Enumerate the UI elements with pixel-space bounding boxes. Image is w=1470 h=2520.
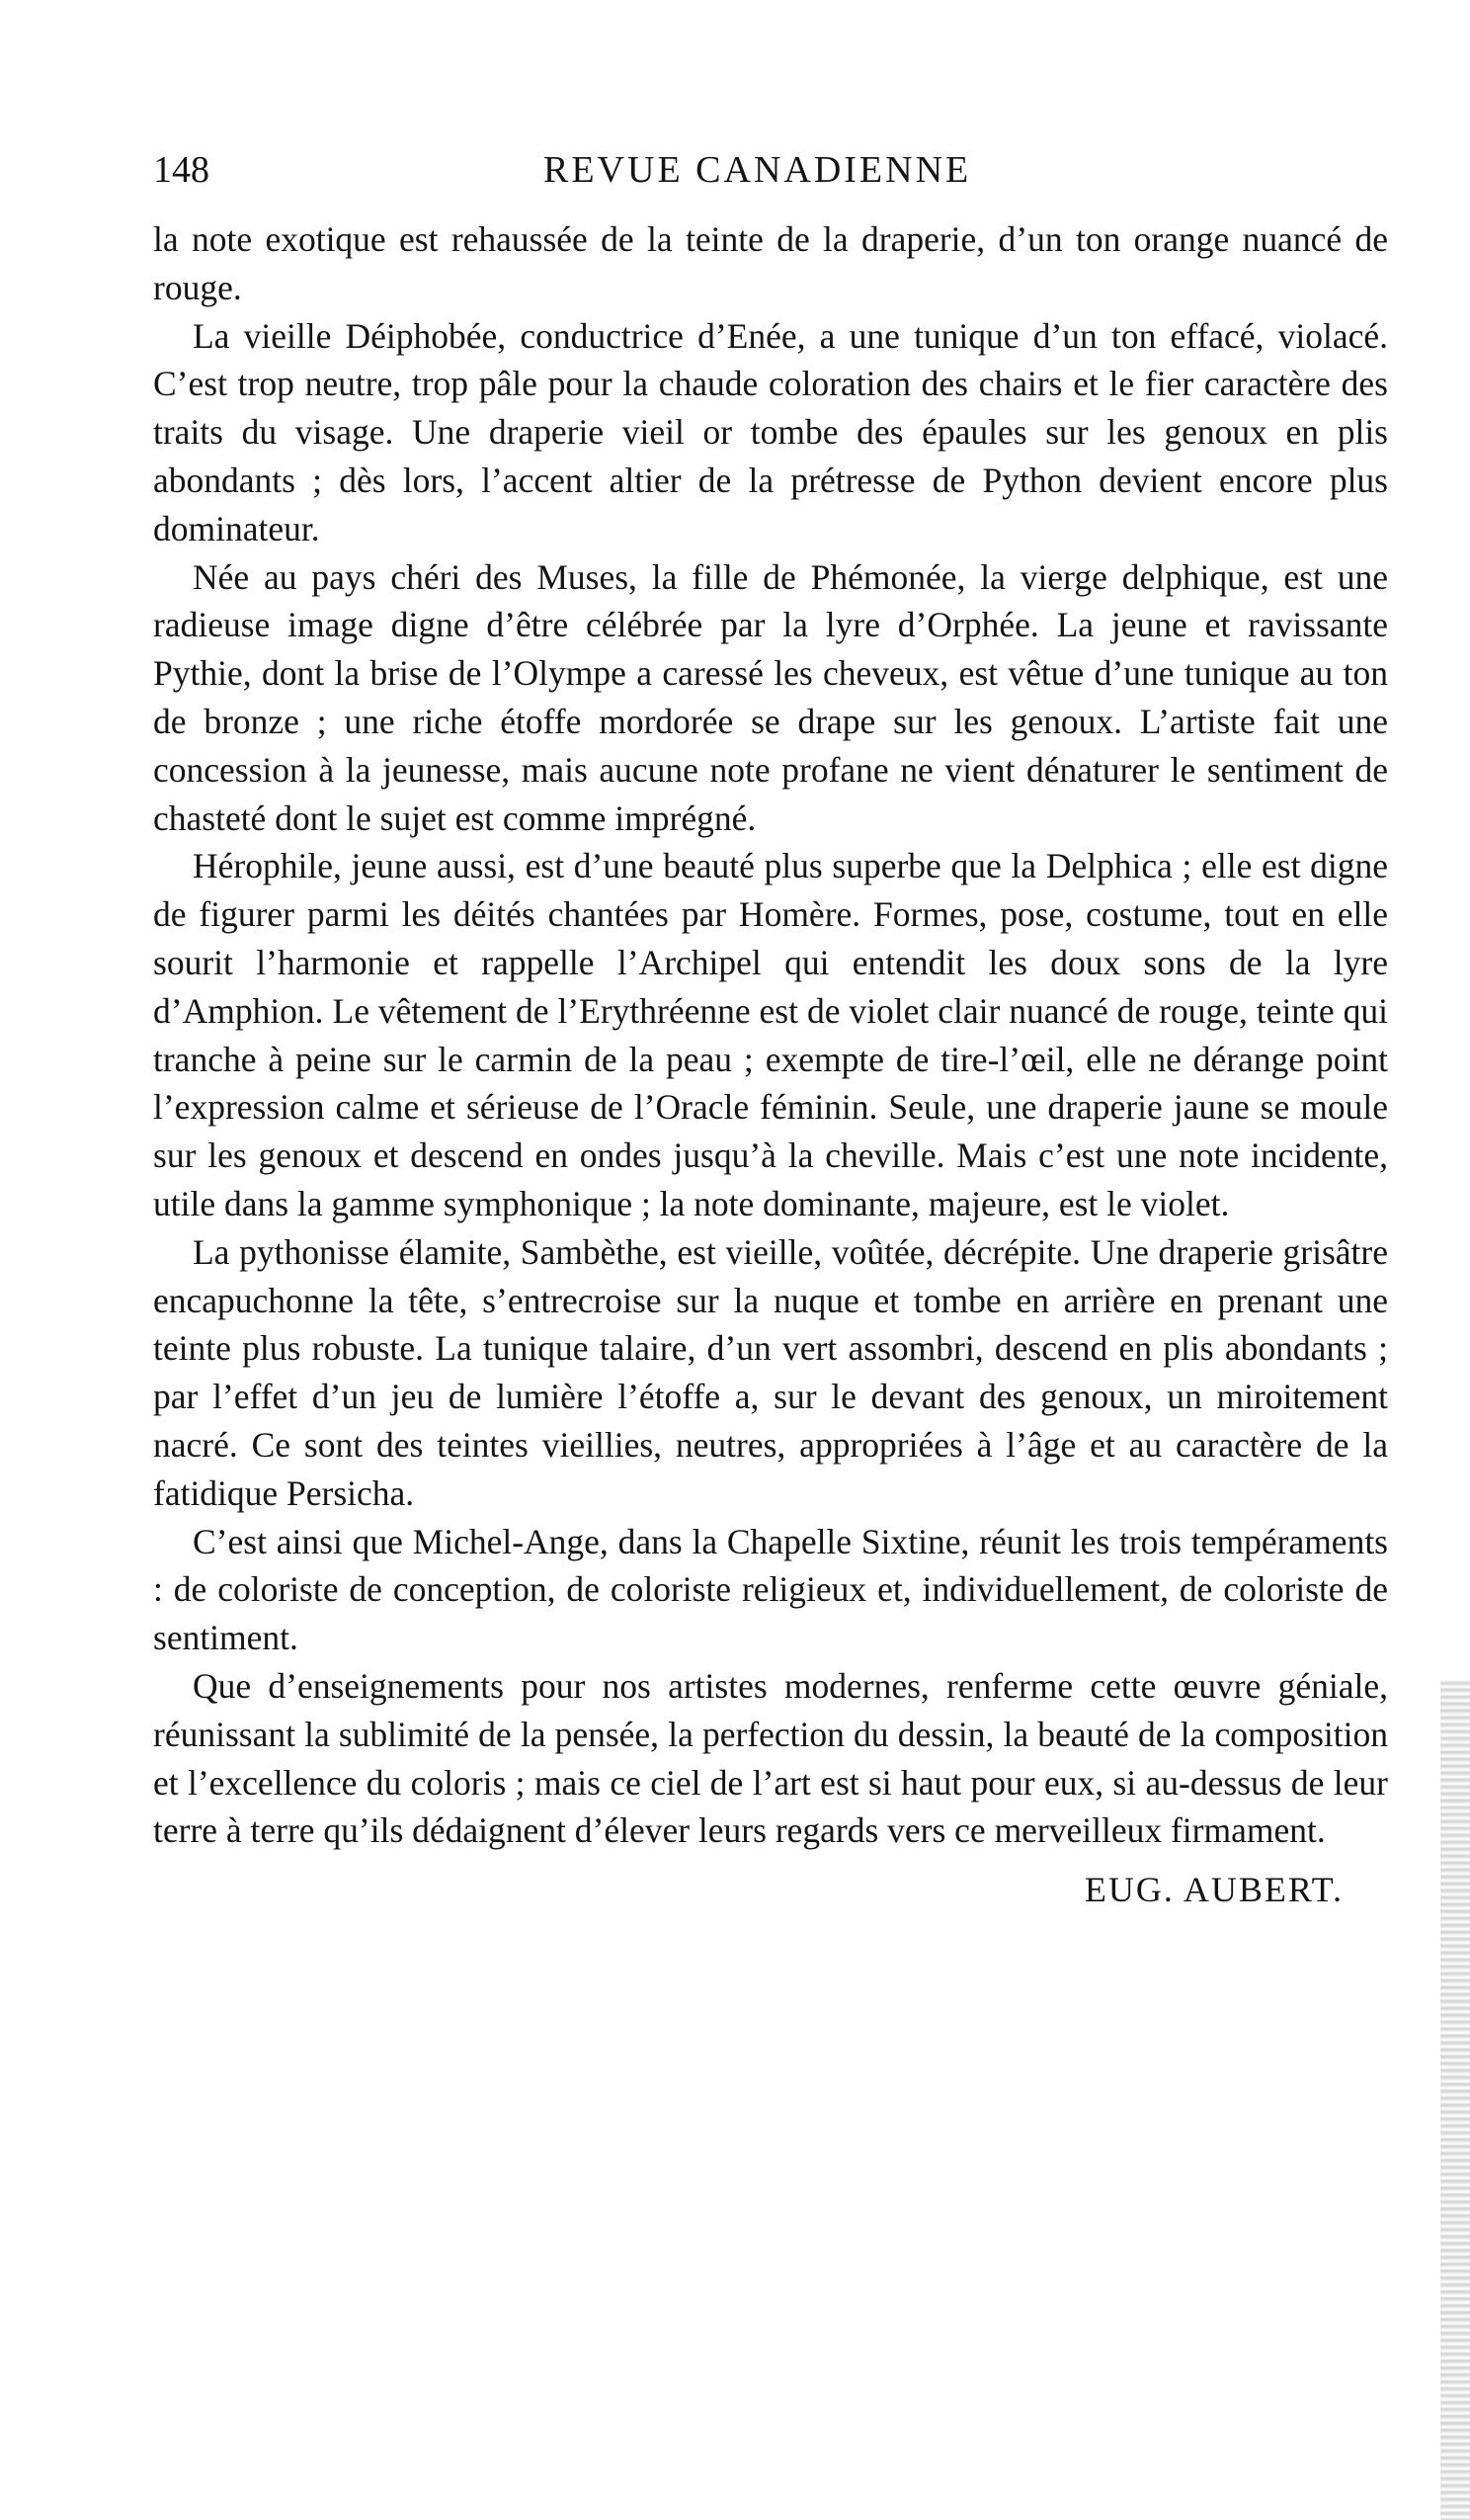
paragraph: La pythonisse élamite, Sambèthe, est vieille, voûtée, décrépite. Une draperie grisâtre encapuchonne la tête, s’entrecroise sur la nuque et tombe en arrière en prenant une teinte plus robuste. La tunique talaire, d’un vert assombri, descend en plis abondants ; par l’effet d’un jeu de lumière l’étoffe a, sur le devant des genoux, un miroitement nacré. Ce sont des teintes vieillies, neutres, appropriées à l’âge et au caractère de la fatidique Persicha. xyxy=(153,1231,1388,1513)
scan-edge-noise xyxy=(1440,1680,1470,2520)
paragraph-continued: la note exotique est rehaussée de la teinte de la draperie, d’un ton orange nuancé de rouge. xyxy=(153,219,1388,307)
paragraph: Née au pays chéri des Muses, la fille de Phémonée, la vierge delphique, est une radieuse image digne d’être célébrée par la lyre d’Orphée. La jeune et ravissante Pythie, dont la brise de l’Olympe a caressé les cheveux, est vêtue d’une tunique au ton de bronze ; une riche étoffe mordorée se drape sur les genoux. L’artiste fait une concession à la jeunesse, mais aucune note profane ne vient dénaturer le sentiment de chasteté dont le sujet est comme imprégné. xyxy=(153,556,1388,838)
paragraph: La vieille Déiphobée, conductrice d’Enée, a une tunique d’un ton effacé, violacé. C’est trop neutre, trop pâle pour la chaude coloration des chairs et le fier caractère des traits du visage. Une draperie vieil or tombe des épaules sur les genoux en plis abondants ; dès lors, l’accent altier de la prétresse de Python devient encore plus dominateur. xyxy=(153,315,1388,548)
page xyxy=(153,148,1388,1910)
page-header xyxy=(153,148,1388,208)
author-signature: EUG. AUBERT. xyxy=(1084,1870,1344,1910)
paragraph: Hérophile, jeune aussi, est d’une beauté plus superbe que la Delphica ; elle est digne de figurer parmi les déités chantées par Homère. Formes, pose, costume, tout en elle sourit l’harmonie et rappelle l’Archipel qui entendit les doux sons de la lyre d’Amphion. Le vêtement de l’Erythréenne est de violet clair nuancé de rouge, teinte qui tranche à peine sur le carmin de la peau ; exempte de tire-l’œil, elle ne dérange point l’expression calme et sérieuse de l’Oracle féminin. Seule, une draperie jaune se moule sur les genoux et descend en ondes jusqu’à la cheville. Mais c’est une note incidente, utile dans la gamme symphonique ; la note dominante, majeure, est le violet. xyxy=(153,846,1388,1223)
page-number: 148 xyxy=(153,149,209,191)
article-body xyxy=(153,215,1388,1855)
running-title: REVUE CANADIENNE xyxy=(543,149,972,191)
paragraph: C’est ainsi que Michel-Ange, dans la Chapelle Sixtine, réunit les trois tempéraments : de coloriste de conception, de coloriste religieux et, individuellement, de coloriste de sentiment. xyxy=(153,1521,1388,1658)
paragraph: Que d’enseignements pour nos artistes modernes, renferme cette œuvre géniale, réunissant la sublimité de la pensée, la perfection du dessin, la beauté de la composition et l’excellence du coloris ; mais ce ciel de l’art est si haut pour eux, si au-dessus de leur terre à terre qu’ils dédaignent d’élever leurs regards vers ce merveilleux firmament. xyxy=(153,1665,1388,1851)
